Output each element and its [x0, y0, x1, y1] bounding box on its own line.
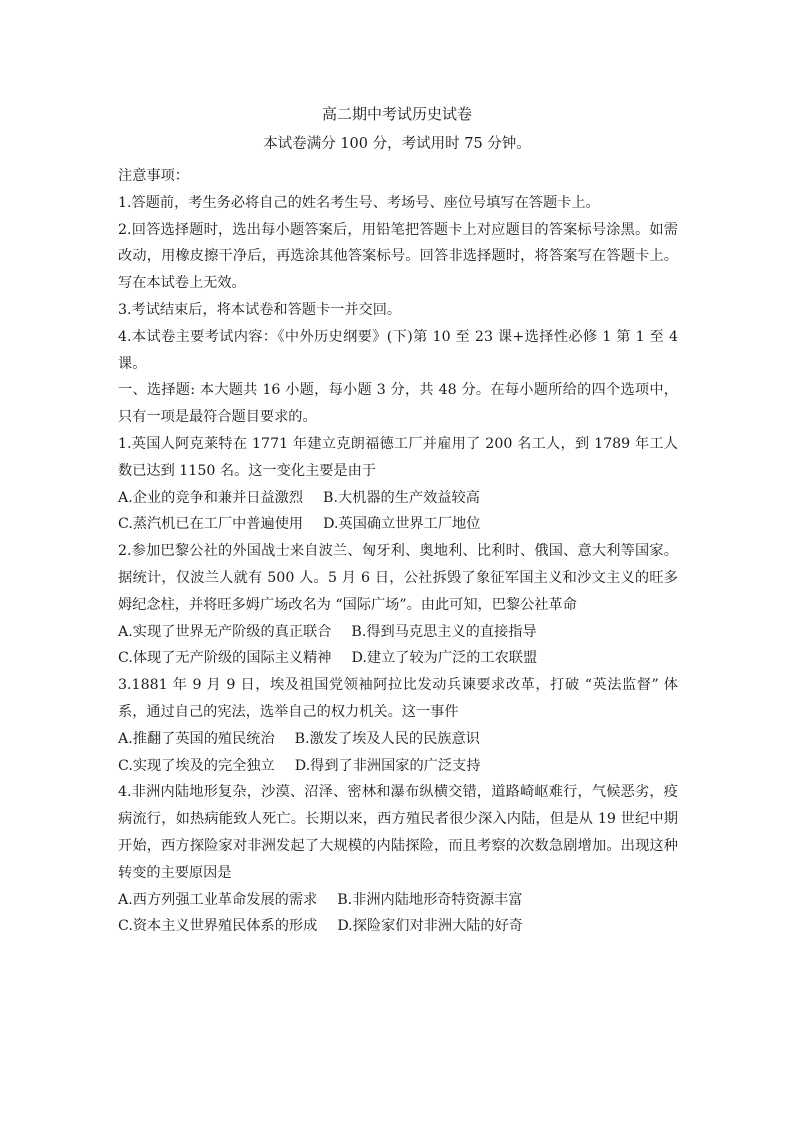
option-row: [118, 726, 678, 753]
option-c: C.资本主义世界殖民体系的形成: [118, 918, 318, 935]
notice-heading: 注意事项：: [118, 168, 189, 184]
option-row: [118, 753, 678, 780]
question-3: [118, 672, 678, 779]
option-b: B.大机器的生产效益较高: [323, 489, 480, 506]
option-a: A.推翻了英国的殖民统治: [118, 730, 275, 747]
notice-item: 4.本试卷主要考试内容：《中外历史纲要》(下)第 10 至 23 课+选择性必修 1 第 1 至 4 课。: [118, 328, 678, 372]
option-d: D.得到了非洲国家的广泛支持: [294, 757, 481, 774]
question-1: [118, 431, 678, 538]
question-stem: 4.非洲内陆地形复杂，沙漠、沼泽、密林和瀑布纵横交错，道路崎岖难行，气候恶劣，疫病流行，如热病能致人死亡。长期以来，西方殖民者很少深入内陆，但是从 19 世纪中期开始，西方探险家对非洲发起了大规模的内陆探险，而且考察的次数急剧增加。出现这种转变的主要原因是: [118, 784, 678, 881]
option-d: D.探险家们对非洲大陆的好奇: [337, 918, 523, 935]
option-b: B.得到马克思主义的直接指导: [351, 623, 537, 640]
question-stem: 2.参加巴黎公社的外国战士来自波兰、匈牙利、奥地利、比利时、俄国、意大利等国家。据统计，仅波兰人就有 500 人。5 月 6 日，公社拆毁了象征军国主义和沙文主义的旺多姆纪念柱，并将旺多姆广场改名为 “国际广场”。由此可知，巴黎公社革命: [118, 543, 678, 613]
page-title: 高二期中考试历史试卷: [321, 105, 472, 123]
option-row: [118, 511, 678, 538]
notice-item: 1.答题前，考生务必将自己的姓名考生号、考场号、座位号填写在答题卡上。: [118, 194, 600, 211]
question-4: [118, 779, 678, 940]
option-d: D.建立了较为广泛的工农联盟: [351, 650, 538, 667]
option-row: [118, 887, 678, 914]
exam-content: [118, 163, 678, 940]
notice-item: 2.回答选择题时，选出每小题答案后，用铅笔把答题卡上对应题目的答案标号涂黑。如需改动，用橡皮擦干净后，再选涂其他答案标号。回答非选择题时，将答案写在答题卡上。写在本试卷上无效。: [118, 221, 678, 292]
option-a: A.西方列强工业革命发展的需求: [118, 891, 318, 908]
option-b: B.非洲内陆地形奇特资源丰富: [337, 891, 523, 908]
question-stem: 1.英国人阿克莱特在 1771 年建立克朗福德工厂并雇用了 200 名工人，到 1789 年工人数已达到 1150 名。这一变化主要是由于: [118, 435, 678, 479]
option-a: A.企业的竞争和兼并日益激烈: [118, 489, 304, 506]
question-stem: 3.1881 年 9 月 9 日，埃及祖国党领袖阿拉比发动兵谏要求改革，打破 “英法监督” 体系，通过自己的宪法，选举自己的权力机关。这一事件: [118, 677, 678, 720]
option-c: C.实现了埃及的完全独立: [118, 757, 275, 774]
option-c: C.体现了无产阶级的国际主义精神: [118, 650, 332, 667]
option-row: [118, 485, 678, 512]
question-2: [118, 538, 678, 672]
option-b: B.激发了埃及人民的民族意识: [294, 730, 480, 747]
notice-item: 3.考试结束后，将本试卷和答题卡一并交回。: [118, 301, 402, 318]
page-subtitle: 本试卷满分 100 分，考试用时 75 分钟。: [263, 136, 531, 152]
option-row: [118, 645, 678, 672]
option-row: [118, 913, 678, 940]
option-a: A.实现了世界无产阶级的真正联合: [118, 623, 332, 640]
option-row: [118, 619, 678, 646]
section-heading: 一、选择题: 本大题共 16 小题，每小题 3 分，共 48 分。在每小题所给的四个选项中，只有一项是最符合题目要求的。: [118, 382, 678, 426]
option-d: D.英国确立世界工厂地位: [323, 516, 481, 533]
option-c: C.蒸汽机已在工厂中普遍使用: [118, 516, 304, 533]
